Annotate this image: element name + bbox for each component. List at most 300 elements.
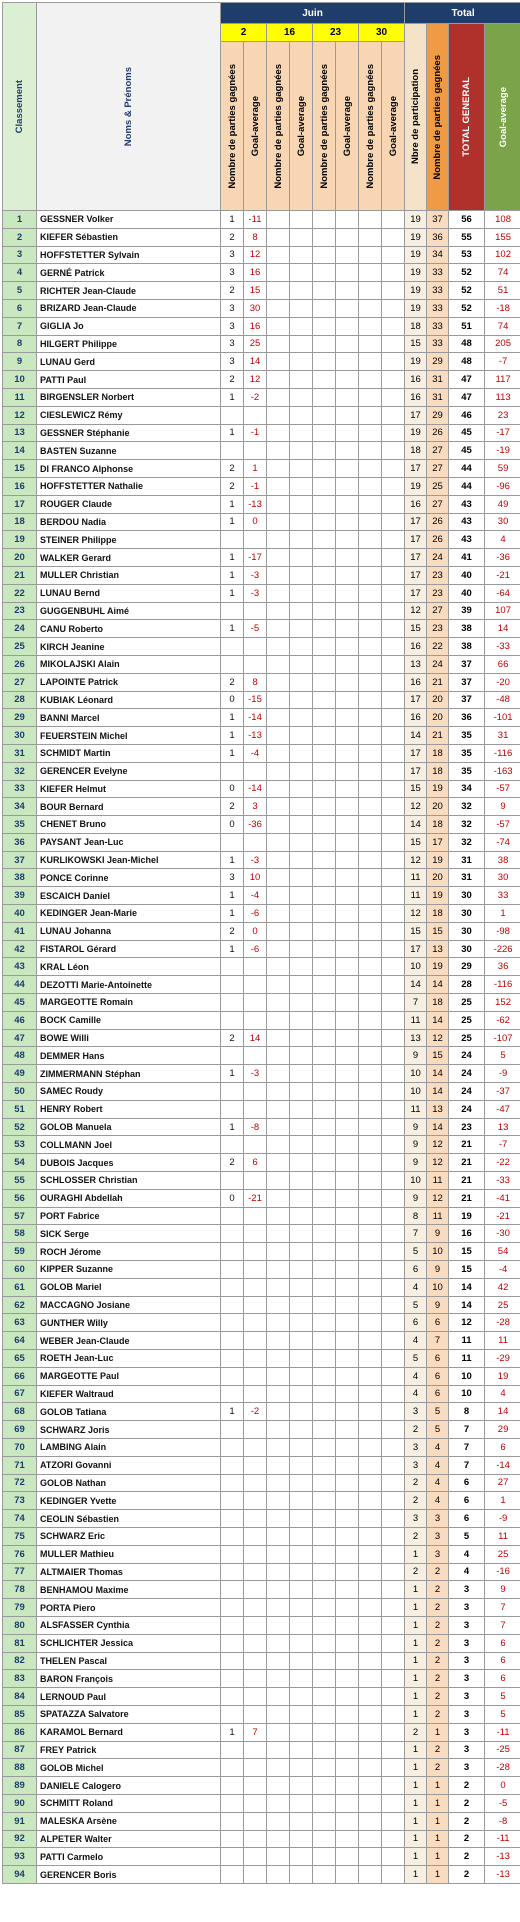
goal-average-23 (336, 317, 359, 335)
participation-count: 9 (405, 1189, 427, 1207)
wins-16 (267, 798, 290, 816)
wins-2 (221, 1545, 244, 1563)
wins-2: 1 (221, 620, 244, 638)
total-general: 47 (449, 388, 485, 406)
rank-cell: 4 (3, 264, 37, 282)
table-row (3, 1100, 520, 1118)
wins-23 (313, 1510, 336, 1528)
goal-average-23 (336, 1777, 359, 1795)
total-general: 10 (449, 1385, 485, 1403)
goal-average-23 (336, 833, 359, 851)
table-row (3, 655, 520, 673)
rank-cell: 78 (3, 1581, 37, 1599)
goal-average-30 (382, 869, 405, 887)
goal-average-16 (290, 531, 313, 549)
wins-23 (313, 442, 336, 460)
table-row (3, 691, 520, 709)
wins-2: 1 (221, 1118, 244, 1136)
goal-average-30 (382, 1278, 405, 1296)
wins-23 (313, 673, 336, 691)
goal-average-2: -36 (244, 816, 267, 834)
goal-average-2: -14 (244, 780, 267, 798)
goal-average-23 (336, 1705, 359, 1723)
wins-23 (313, 566, 336, 584)
total-goal-average: 6 (485, 1652, 520, 1670)
total-general: 43 (449, 513, 485, 531)
goal-average-16 (290, 211, 313, 229)
player-name: FEUERSTEIN Michel (37, 727, 221, 745)
total-goal-average: -96 (485, 477, 520, 495)
rank-cell: 5 (3, 282, 37, 300)
total-wins: 13 (427, 940, 449, 958)
wins-16 (267, 1777, 290, 1795)
player-name: MARGEOTTE Paul (37, 1367, 221, 1385)
total-wins: 18 (427, 762, 449, 780)
total-goal-average: 25 (485, 1296, 520, 1314)
wins-2: 2 (221, 798, 244, 816)
player-name: BARON François (37, 1670, 221, 1688)
goal-average-30 (382, 620, 405, 638)
wins-23 (313, 1581, 336, 1599)
participation-count: 15 (405, 780, 427, 798)
wins-16 (267, 1225, 290, 1243)
rank-cell: 75 (3, 1527, 37, 1545)
player-name: LAPOINTE Patrick (37, 673, 221, 691)
total-wins: 34 (427, 246, 449, 264)
total-general: 52 (449, 264, 485, 282)
total-wins: 3 (427, 1527, 449, 1545)
player-name: ALSFASSER Cynthia (37, 1616, 221, 1634)
goal-average-23 (336, 798, 359, 816)
table-row (3, 1314, 520, 1332)
total-general: 45 (449, 442, 485, 460)
total-general: 37 (449, 655, 485, 673)
total-goal-average: 54 (485, 1243, 520, 1261)
goal-average-23 (336, 513, 359, 531)
wins-2 (221, 1047, 244, 1065)
wins-23 (313, 1563, 336, 1581)
table-row (3, 1332, 520, 1350)
goal-average-23 (336, 816, 359, 834)
wins-16 (267, 673, 290, 691)
goal-average-2 (244, 531, 267, 549)
wins-16 (267, 905, 290, 923)
player-name: MULLER Christian (37, 566, 221, 584)
total-goal-average: 9 (485, 1581, 520, 1599)
rank-cell: 17 (3, 495, 37, 513)
rank-cell: 41 (3, 922, 37, 940)
goal-average-2: 30 (244, 299, 267, 317)
rank-cell: 40 (3, 905, 37, 923)
player-name: GERENCER Evelyne (37, 762, 221, 780)
table-row (3, 1723, 520, 1741)
total-goal-average: -18 (485, 299, 520, 317)
goal-average-2 (244, 1314, 267, 1332)
goal-average-30 (382, 1029, 405, 1047)
goal-average-23 (336, 1296, 359, 1314)
goal-average-16 (290, 798, 313, 816)
rank-cell: 20 (3, 549, 37, 567)
participation-count: 2 (405, 1563, 427, 1581)
rank-cell: 1 (3, 211, 37, 229)
goal-average-16 (290, 780, 313, 798)
wins-2: 3 (221, 335, 244, 353)
goal-average-30 (382, 638, 405, 656)
goal-average-30 (382, 744, 405, 762)
goal-average-30 (382, 994, 405, 1012)
goal-average-30 (382, 1759, 405, 1777)
wins-16 (267, 460, 290, 478)
participation-count: 16 (405, 638, 427, 656)
participation-count: 19 (405, 424, 427, 442)
goal-average-16 (290, 833, 313, 851)
total-wins: 9 (427, 1296, 449, 1314)
wins-16 (267, 1047, 290, 1065)
total-goal-average: -101 (485, 709, 520, 727)
table-row (3, 602, 520, 620)
wins-16 (267, 655, 290, 673)
table-row (3, 1545, 520, 1563)
goal-average-23 (336, 1367, 359, 1385)
goal-average-23 (336, 1207, 359, 1225)
rank-cell: 91 (3, 1812, 37, 1830)
participation-count: 17 (405, 584, 427, 602)
participation-count: 4 (405, 1278, 427, 1296)
wins-2 (221, 1083, 244, 1101)
goal-average-30 (382, 211, 405, 229)
total-general: 5 (449, 1527, 485, 1545)
goal-average-30 (382, 833, 405, 851)
wins-30 (359, 388, 382, 406)
goal-average-2: -21 (244, 1189, 267, 1207)
rank-cell: 69 (3, 1421, 37, 1439)
goal-average-16 (290, 442, 313, 460)
player-name: GOLOB Tatiana (37, 1403, 221, 1421)
participation-count: 11 (405, 1011, 427, 1029)
wins-2: 1 (221, 940, 244, 958)
goal-average-2 (244, 1047, 267, 1065)
goal-average-23 (336, 780, 359, 798)
wins-16 (267, 833, 290, 851)
goal-average-2: -3 (244, 566, 267, 584)
total-goal-average: 14 (485, 620, 520, 638)
total-wins: 12 (427, 1154, 449, 1172)
total-general: 24 (449, 1083, 485, 1101)
goal-average-30 (382, 1207, 405, 1225)
goal-average-30 (382, 282, 405, 300)
total-general: 7 (449, 1438, 485, 1456)
total-wins: 27 (427, 495, 449, 513)
goal-average-23 (336, 673, 359, 691)
goal-average-30 (382, 905, 405, 923)
player-name: CIESLEWICZ Rémy (37, 406, 221, 424)
participation-count: 4 (405, 1385, 427, 1403)
wins-header-30: Nombre de parties gagnées (359, 42, 382, 211)
goal-average-2 (244, 1332, 267, 1350)
total-goal-average: 66 (485, 655, 520, 673)
goal-average-23 (336, 442, 359, 460)
total-goal-average: 38 (485, 851, 520, 869)
goal-average-30 (382, 460, 405, 478)
player-name: RICHTER Jean-Claude (37, 282, 221, 300)
wins-30 (359, 1029, 382, 1047)
wins-2: 1 (221, 566, 244, 584)
rank-cell: 48 (3, 1047, 37, 1065)
player-name: ALPETER Walter (37, 1830, 221, 1848)
goal-average-2: -15 (244, 691, 267, 709)
total-wins: 27 (427, 602, 449, 620)
total-general: 52 (449, 282, 485, 300)
wins-30 (359, 922, 382, 940)
wins-16 (267, 1207, 290, 1225)
player-name: KARAMOL Bernard (37, 1723, 221, 1741)
total-goal-average: -57 (485, 816, 520, 834)
wins-30 (359, 673, 382, 691)
player-name: HENRY Robert (37, 1100, 221, 1118)
wins-30 (359, 1314, 382, 1332)
total-general: 6 (449, 1492, 485, 1510)
rank-cell: 90 (3, 1794, 37, 1812)
wins-16 (267, 887, 290, 905)
total-goal-average: -163 (485, 762, 520, 780)
table-row (3, 442, 520, 460)
total-goal-average: -28 (485, 1759, 520, 1777)
wins-16 (267, 264, 290, 282)
wins-2 (221, 1100, 244, 1118)
wins-30 (359, 299, 382, 317)
goal-average-23 (336, 282, 359, 300)
goal-average-2 (244, 1634, 267, 1652)
total-wins: 27 (427, 460, 449, 478)
wins-2 (221, 1563, 244, 1581)
goal-average-23 (336, 1154, 359, 1172)
goal-average-23 (336, 406, 359, 424)
goal-average-2 (244, 1083, 267, 1101)
player-name: SCHWARZ Eric (37, 1527, 221, 1545)
player-name: HOFFSTETTER Sylvain (37, 246, 221, 264)
total-general: 55 (449, 228, 485, 246)
participation-count: 7 (405, 994, 427, 1012)
wins-23 (313, 1812, 336, 1830)
player-name: DEMMER Hans (37, 1047, 221, 1065)
table-row (3, 584, 520, 602)
wins-16 (267, 1154, 290, 1172)
goal-average-16 (290, 1634, 313, 1652)
wins-30 (359, 1332, 382, 1350)
total-goal-average: 51 (485, 282, 520, 300)
wins-30 (359, 1421, 382, 1439)
participation-count: 3 (405, 1456, 427, 1474)
participation-count: 17 (405, 940, 427, 958)
player-name: BANNI Marcel (37, 709, 221, 727)
goal-average-2 (244, 1296, 267, 1314)
total-wins: 12 (427, 1029, 449, 1047)
wins-30 (359, 1438, 382, 1456)
table-row (3, 1207, 520, 1225)
wins-2 (221, 1207, 244, 1225)
total-goal-average: -28 (485, 1314, 520, 1332)
wins-30 (359, 744, 382, 762)
wins-16 (267, 1705, 290, 1723)
wins-16 (267, 869, 290, 887)
goal-average-23 (336, 762, 359, 780)
month-header: Juin (221, 3, 405, 24)
wins-23 (313, 1848, 336, 1866)
participation-count: 1 (405, 1670, 427, 1688)
table-row (3, 495, 520, 513)
total-general: 43 (449, 495, 485, 513)
wins-2: 2 (221, 673, 244, 691)
total-wins: 33 (427, 335, 449, 353)
rank-cell: 35 (3, 816, 37, 834)
goal-average-16 (290, 1011, 313, 1029)
goal-average-30 (382, 940, 405, 958)
goal-average-2 (244, 762, 267, 780)
participation-count: 19 (405, 228, 427, 246)
participation-header: Nbre de participation (405, 24, 427, 211)
wins-2 (221, 1011, 244, 1029)
goal-average-16 (290, 994, 313, 1012)
total-general: 24 (449, 1065, 485, 1083)
wins-2: 3 (221, 869, 244, 887)
goal-average-23 (336, 1011, 359, 1029)
table-row (3, 299, 520, 317)
player-name: DEZOTTI Marie-Antoinette (37, 976, 221, 994)
goal-average-30 (382, 299, 405, 317)
table-row (3, 1812, 520, 1830)
goal-average-16 (290, 1243, 313, 1261)
wins-2: 3 (221, 246, 244, 264)
goal-average-16 (290, 1510, 313, 1528)
rank-cell: 37 (3, 851, 37, 869)
total-general: 43 (449, 531, 485, 549)
table-row (3, 709, 520, 727)
goal-average-30 (382, 1545, 405, 1563)
wins-16 (267, 1385, 290, 1403)
wins-16 (267, 994, 290, 1012)
date-header-23: 23 (313, 24, 359, 42)
total-general: 32 (449, 798, 485, 816)
total-goal-average: -47 (485, 1100, 520, 1118)
wins-16 (267, 513, 290, 531)
goal-average-16 (290, 317, 313, 335)
goal-average-16 (290, 1403, 313, 1421)
goal-average-30 (382, 1723, 405, 1741)
wins-30 (359, 264, 382, 282)
wins-23 (313, 211, 336, 229)
rank-cell: 11 (3, 388, 37, 406)
goal-average-30 (382, 1225, 405, 1243)
wins-30 (359, 1207, 382, 1225)
total-wins: 2 (427, 1634, 449, 1652)
player-name: CEOLIN Sébastien (37, 1510, 221, 1528)
wins-16 (267, 1652, 290, 1670)
player-name: GIGLIA Jo (37, 317, 221, 335)
wins-30 (359, 1527, 382, 1545)
goal-average-23 (336, 584, 359, 602)
table-row (3, 994, 520, 1012)
wins-16 (267, 1261, 290, 1279)
total-header: Total (405, 3, 520, 24)
total-goal-average: -64 (485, 584, 520, 602)
goal-average-23 (336, 1759, 359, 1777)
total-general: 25 (449, 994, 485, 1012)
total-goal-average: 27 (485, 1474, 520, 1492)
goal-average-16 (290, 1332, 313, 1350)
wins-23 (313, 513, 336, 531)
goal-average-30 (382, 887, 405, 905)
total-general: 12 (449, 1314, 485, 1332)
rank-cell: 25 (3, 638, 37, 656)
wins-2 (221, 1812, 244, 1830)
wins-23 (313, 460, 336, 478)
wins-16 (267, 549, 290, 567)
goal-average-2: -4 (244, 744, 267, 762)
table-row (3, 246, 520, 264)
goal-average-16 (290, 887, 313, 905)
goal-average-2 (244, 1438, 267, 1456)
goal-average-23 (336, 620, 359, 638)
participation-count: 19 (405, 299, 427, 317)
total-general: 35 (449, 744, 485, 762)
goal-average-23 (336, 744, 359, 762)
player-name: FREY Patrick (37, 1741, 221, 1759)
goal-average-16 (290, 299, 313, 317)
wins-30 (359, 513, 382, 531)
wins-16 (267, 335, 290, 353)
wins-30 (359, 1136, 382, 1154)
total-general: 30 (449, 905, 485, 923)
total-wins: 22 (427, 638, 449, 656)
participation-count: 6 (405, 1261, 427, 1279)
table-row (3, 1848, 520, 1866)
wins-2: 0 (221, 816, 244, 834)
participation-count: 16 (405, 388, 427, 406)
table-row (3, 1527, 520, 1545)
goal-average-23 (336, 1065, 359, 1083)
wins-23 (313, 1794, 336, 1812)
wins-16 (267, 1278, 290, 1296)
total-wins: 12 (427, 1189, 449, 1207)
wins-30 (359, 442, 382, 460)
participation-count: 1 (405, 1812, 427, 1830)
player-name: MALESKA Arsène (37, 1812, 221, 1830)
total-general: 41 (449, 549, 485, 567)
goal-average-2: 6 (244, 1154, 267, 1172)
total-wins: 33 (427, 264, 449, 282)
rank-cell: 12 (3, 406, 37, 424)
goal-average-30 (382, 317, 405, 335)
total-general: 2 (449, 1777, 485, 1795)
goal-average-2 (244, 1581, 267, 1599)
participation-count: 18 (405, 317, 427, 335)
goal-average-2: -5 (244, 620, 267, 638)
wins-2: 2 (221, 922, 244, 940)
wins-2 (221, 1296, 244, 1314)
wins-23 (313, 1492, 336, 1510)
wins-23 (313, 1047, 336, 1065)
goal-average-2 (244, 1278, 267, 1296)
wins-2 (221, 1367, 244, 1385)
total-wins: 29 (427, 353, 449, 371)
total-general: 32 (449, 833, 485, 851)
goal-average-16 (290, 264, 313, 282)
wins-23 (313, 1421, 336, 1439)
wins-2 (221, 655, 244, 673)
wins-23 (313, 887, 336, 905)
rank-cell: 32 (3, 762, 37, 780)
wins-30 (359, 905, 382, 923)
